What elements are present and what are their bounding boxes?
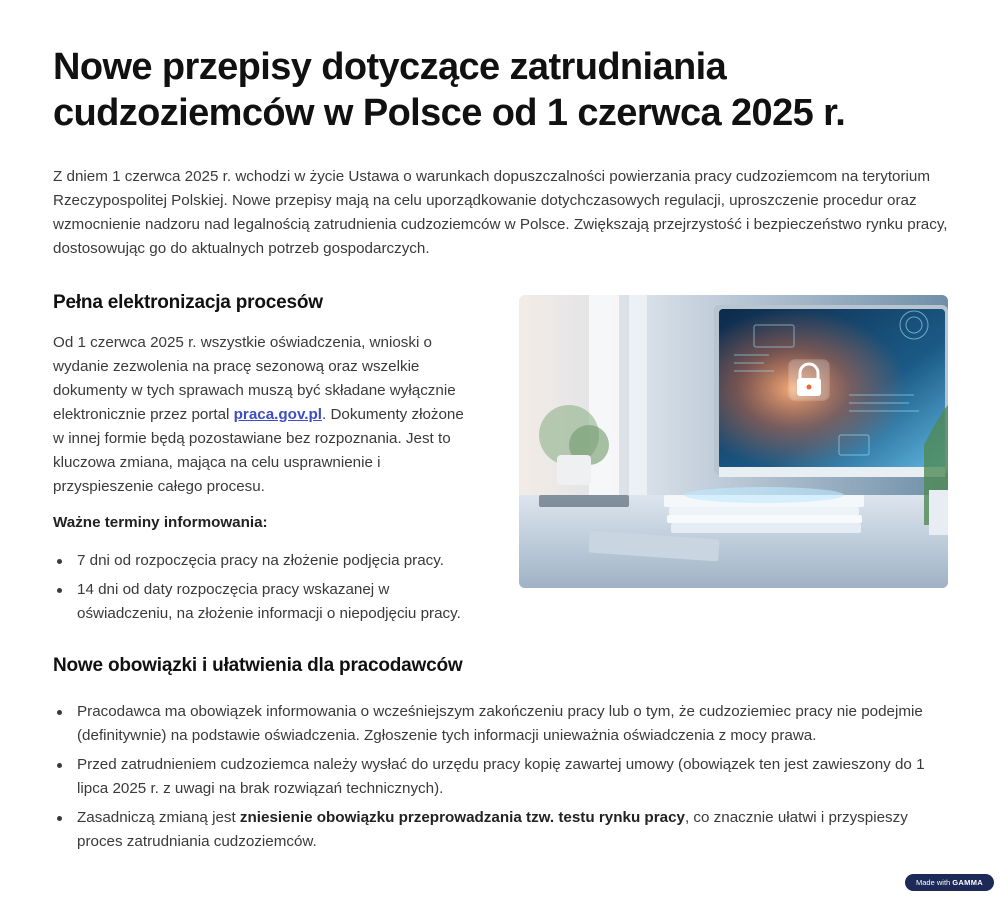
list-item: 14 dni od daty rozpoczęcia pracy wskazanej w oświadczeniu, na złożenie informacji o niepodjęciu pracy. [53, 578, 473, 626]
list-item [53, 806, 948, 854]
paragraph-text-end: . Dokumenty złożone w innej formie będą pozostawiane bez rozpoznania. Jest to kluczowa zmiana, mająca na celu usprawnienie i przyspieszenie całego procesu. [53, 406, 464, 495]
praca-gov-link[interactable]: praca.gov.pl [233, 406, 322, 423]
gamma-logo: GAMMA [952, 878, 983, 887]
terms-label: Ważne terminy informowania: [53, 514, 268, 531]
security-computer-image [519, 295, 948, 588]
list-item-text: Zasadniczą zmianą jest [77, 809, 240, 826]
paragraph-text-start: Od 1 czerwca 2025 r. wszystkie oświadczenia, wnioski o wydanie zezwolenia na pracę sezonową oraz wszelkie dokumenty w tych sprawach muszą być składane wyłącznie elektronicznie przez portal [53, 334, 456, 423]
section-heading-employers: Nowe obowiązki i ułatwienia dla pracodawców [53, 655, 463, 676]
badge-prefix: Made with [916, 878, 951, 887]
terms-list [53, 549, 473, 631]
section-heading-electronization: Pełna elektronizacja procesów [53, 292, 323, 313]
intro-paragraph: Z dniem 1 czerwca 2025 r. wchodzi w życie Ustawa o warunkach dopuszczalności powierzania pracy cudzoziemcom na terytorium Rzeczypospolitej Polskiej. Nowe przepisy mają na celu uporządkowanie dotychczasowych regulacji, uproszczenie procedur oraz wzmocnienie nadzoru nad legalnością zatrudnienia cudzoziemców w Polsce. Zwiększają przejrzystość i bezpieczeństwo rynku pracy, dostosowując go do aktualnych potrzeb gospodarczych. [53, 168, 948, 257]
list-item: Pracodawca ma obowiązek informowania o wcześniejszym zakończeniu pracy lub o tym, że cudzoziemiec pracy nie podejmie (definitywnie) na podstawie oświadczenia. Zgłoszenie tych informacji unieważnia oświadczenia z mocy prawa. [53, 700, 948, 748]
list-item: 7 dni od rozpoczęcia pracy na złożenie podjęcia pracy. [53, 549, 473, 573]
page-title: Nowe przepisy dotyczące zatrudniania cudzoziemców w Polsce od 1 czerwca 2025 r. [53, 46, 846, 134]
list-item-bold-text: zniesienie obowiązku przeprowadzania tzw. testu rynku pracy [239, 809, 685, 826]
list-item-text: , co znacznie ułatwi i przyspieszy proces zatrudniania cudzoziemców. [77, 809, 908, 850]
list-item: Przed zatrudnieniem cudzoziemca należy wysłać do urzędu pracy kopię zawartej umowy (obowiązek ten jest zawieszony do 1 lipca 2025 r. z uwagi na brak rozwiązań technicznych). [53, 753, 948, 801]
section-paragraph-electronization [53, 331, 473, 499]
duties-list [53, 700, 948, 859]
made-with-gamma-badge[interactable] [905, 874, 994, 891]
